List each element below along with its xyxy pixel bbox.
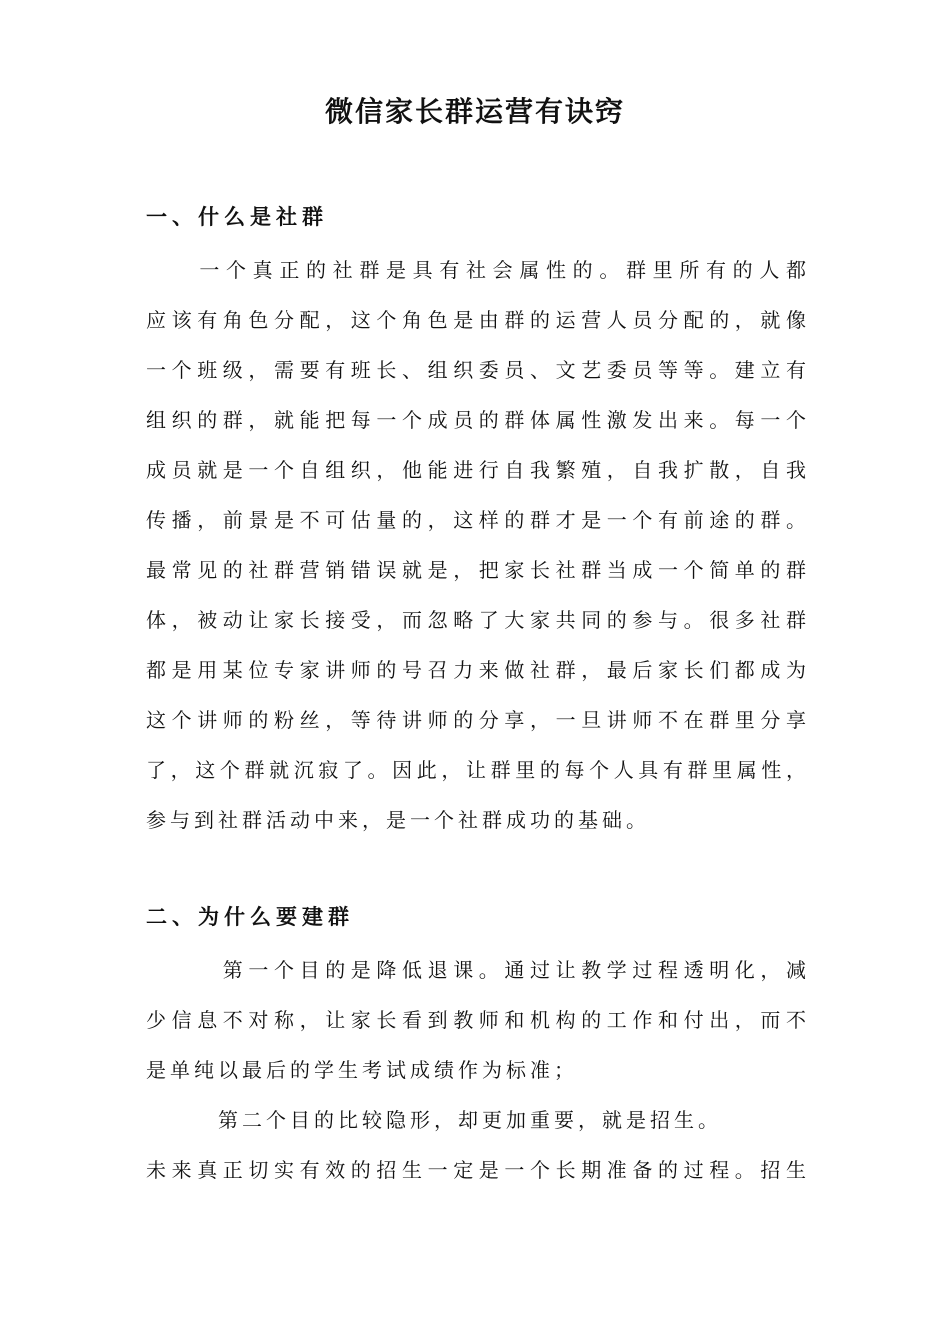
paragraph-line: 应该有角色分配，这个角色是由群的运营人员分配的，就像 xyxy=(146,308,806,332)
paragraph-line: 未来真正切实有效的招生一定是一个长期准备的过程。招生 xyxy=(146,1158,806,1182)
paragraph-line: 组织的群，就能把每一个成员的群体属性激发出来。每一个 xyxy=(146,408,806,432)
paragraph-line: 少信息不对称，让家长看到教师和机构的工作和付出，而不 xyxy=(146,1008,806,1032)
paragraph-line: 参与到社群活动中来，是一个社群成功的基础。 xyxy=(146,808,650,832)
paragraph-line: 了，这个群就沉寂了。因此，让群里的每个人具有群里属性， xyxy=(146,758,806,782)
paragraph-line: 一个真正的社群是具有社会属性的。群里所有的人都 xyxy=(146,258,806,282)
paragraph-line: 传播，前景是不可估量的，这样的群才是一个有前途的群。 xyxy=(146,508,806,532)
paragraph-line: 体，被动让家长接受，而忽略了大家共同的参与。很多社群 xyxy=(146,608,806,632)
page-title: 微信家长群运营有诀窍 xyxy=(324,95,625,128)
paragraph-line: 成员就是一个自组织，他能进行自我繁殖，自我扩散，自我 xyxy=(146,458,806,482)
paragraph-line: 是单纯以最后的学生考试成绩作为标准； xyxy=(146,1058,578,1082)
paragraph-line: 最常见的社群营销错误就是，把家长社群当成一个简单的群 xyxy=(146,558,806,582)
section-heading-2: 二、为什么要建群 xyxy=(146,904,354,929)
paragraph-line: 第二个目的比较隐形，却更加重要，就是招生。 xyxy=(146,1108,722,1132)
paragraph-line: 一个班级，需要有班长、组织委员、文艺委员等等。建立有 xyxy=(146,358,806,382)
section-heading-1: 一、什么是社群 xyxy=(146,204,328,229)
paragraph-line: 这个讲师的粉丝，等待讲师的分享，一旦讲师不在群里分享 xyxy=(146,708,806,732)
paragraph-line: 第一个目的是降低退课。通过让教学过程透明化，减 xyxy=(146,958,806,982)
paragraph-line: 都是用某位专家讲师的号召力来做社群，最后家长们都成为 xyxy=(146,658,806,682)
